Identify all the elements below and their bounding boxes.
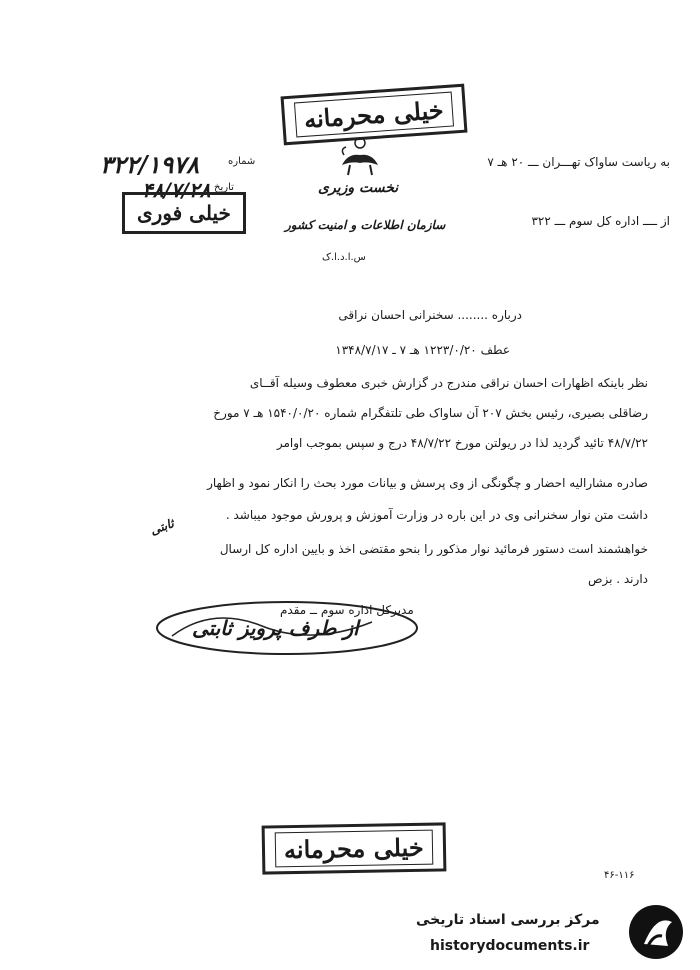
number-label: شماره: [228, 156, 256, 167]
body-line: دارند . بزص: [587, 572, 648, 586]
ministry-name: نخست وزیری: [318, 180, 399, 196]
organization-name: سازمان اطلاعات و امنیت کشور: [285, 218, 446, 232]
recipient-line: به ریاست ساواک تهـــران ـــ ۲۰ هـ ۷: [487, 155, 670, 169]
sender-line: از ــــ اداره کل سوم ـــ ۳۲۲: [531, 214, 670, 228]
archive-logo-icon: [628, 904, 684, 960]
date-value: ۴۸/۷/۲۸: [142, 178, 211, 202]
urgent-stamp-text: خیلی فوری: [137, 201, 231, 225]
signature-side-note: ثابتی: [148, 516, 176, 538]
department-initials: س.ا.د.ا.ک: [322, 252, 366, 263]
body-line: داشت متن نوار سخنرانی وی در این باره در وزارت آموزش و پرورش موجود میباشد .: [225, 508, 648, 522]
document-code: ۴۶-۱۱۶: [604, 870, 635, 881]
body-line: صادره مشارالیه احضار و چگونگی از وی پرسش و بیانات مورد بحث را انکار نمود و اظهار: [207, 476, 648, 490]
urgent-stamp: [122, 192, 246, 234]
classification-stamp-bottom-text: خیلی محرمانه: [275, 830, 433, 868]
signature-title: مدیرکل اداره سوم ــ مقدم: [280, 603, 414, 617]
reference-line: عطف ۱۲۲۳/۰/۲۰ هـ ۷ ـ ۱۳۴۸/۷/۱۷: [335, 343, 510, 357]
subject-line: درباره ........ سخنرانی احسان نراقی: [338, 308, 522, 322]
date-label: تاریخ: [214, 182, 234, 193]
classification-stamp-top-text: خیلی محرمانه: [294, 92, 454, 138]
archive-url[interactable]: historydocuments.ir: [430, 938, 590, 954]
number-value: ۳۲۲/۱۹۷۸: [100, 150, 199, 179]
classification-stamp-bottom: [262, 822, 447, 874]
signature-handwritten: از طرف پرویز ثابتی: [192, 616, 359, 640]
archive-name: مرکز بررسی اسناد تاریخی: [416, 912, 600, 928]
body-line: رضاقلی بصیری، رئیس بخش ۲۰۷ آن ساواک طی تلتفگرام شماره ۱۵۴۰/۰/۲۰ هـ ۷ مورخ: [213, 406, 648, 420]
body-line: نظر باینکه اظهارات احسان نراقی مندرج در گزارش خبری معطوف وسیله آقــای: [249, 376, 648, 390]
body-line: خواهشمند است دستور فرمائید نوار مذکور را بنحو مقتضی اخذ و بایین اداره کل ارسال: [219, 542, 648, 556]
lion-and-sun-emblem-icon: [338, 135, 382, 177]
body-line: ۴۸/۷/۲۲ تائید گردید لذا در ریولتن مورخ ۴۸/۷/۲۲ درج و سپس بموجب اوامر: [276, 436, 648, 450]
